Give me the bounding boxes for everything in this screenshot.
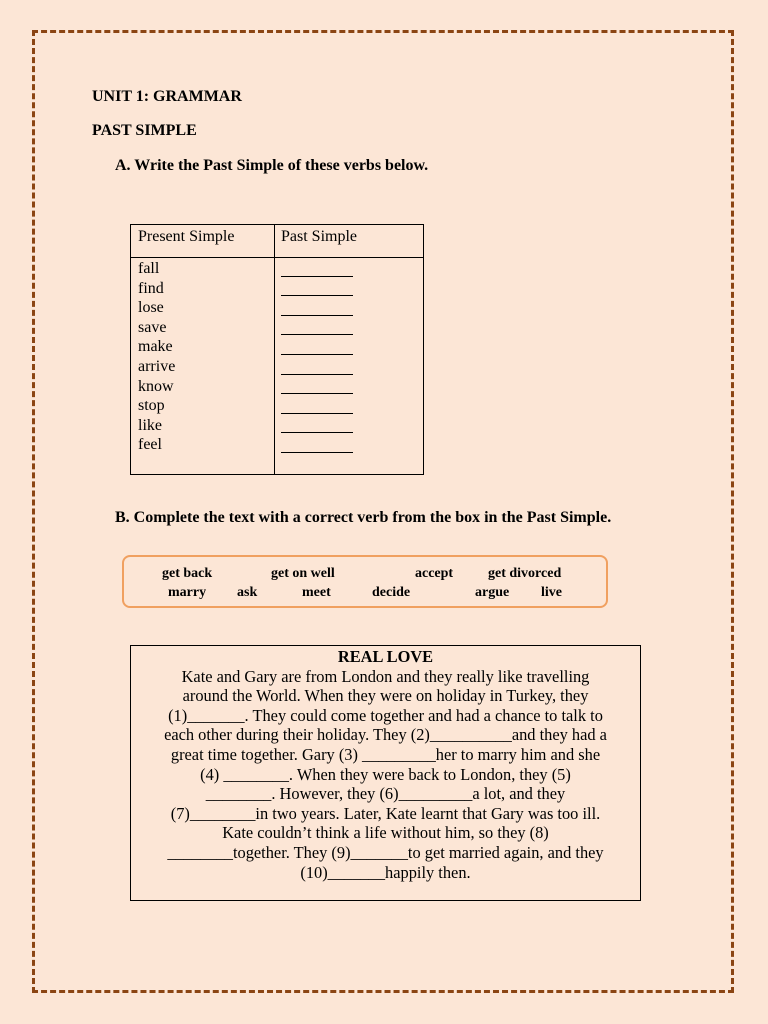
verb-item: find (138, 279, 164, 297)
word-item: meet (302, 585, 331, 600)
story-line: (4) ________. When they were back to London, they (5) (200, 764, 571, 784)
section-title: PAST SIMPLE (92, 122, 197, 139)
story-line: Kate and Gary are from London and they really like travelling (181, 666, 590, 686)
story-line: ________together. They (9)_______to get married again, and they (167, 842, 604, 862)
story-line: each other during their holiday. They (2)__________and they had a (164, 725, 607, 745)
present-simple-header: Present Simple (138, 228, 235, 245)
exercise-b-instruction: B. Complete the text with a correct verb from the box in the Past Simple. (115, 509, 612, 526)
verb-item: save (138, 318, 167, 336)
word-item: live (541, 585, 562, 600)
word-item: get on well (271, 566, 335, 581)
exercise-a-instruction: A. Write the Past Simple of these verbs below. (115, 157, 429, 174)
verb-item: like (138, 416, 162, 434)
verb-item: feel (138, 436, 162, 454)
verb-item: know (138, 377, 174, 395)
story-line: Kate couldn’t think a life without him, so they (8) (222, 823, 549, 843)
verb-item: arrive (138, 357, 176, 375)
story-line: (7)________in two years. Later, Kate learnt that Gary was too ill. (170, 803, 601, 823)
verb-item: stop (138, 397, 165, 415)
word-item: argue (475, 585, 510, 600)
word-item: accept (415, 566, 454, 581)
word-item: get divorced (488, 566, 562, 581)
word-item: ask (237, 585, 258, 600)
story-line: (1)_______. They could come together and had a chance to talk to (168, 705, 603, 725)
story-line: around the World. When they were on holiday in Turkey, they (182, 686, 589, 706)
table-column-divider (274, 225, 275, 474)
story-line: great time together. Gary (3) _________her to marry him and she (170, 744, 601, 764)
word-item: marry (168, 585, 207, 600)
story-line: ________. However, they (6)_________a lot, and they (205, 784, 566, 804)
unit-title: UNIT 1: GRAMMAR (92, 88, 242, 105)
word-item: get back (162, 566, 213, 581)
word-item: decide (372, 585, 411, 600)
verb-item: lose (138, 299, 164, 317)
verb-item: fall (138, 260, 160, 277)
verb-item: make (138, 338, 173, 356)
story-box (130, 645, 641, 901)
story-line: (10)_______happily then. (300, 862, 471, 882)
table-header-divider (131, 257, 423, 258)
verb-table (130, 224, 424, 475)
verb-list (138, 259, 175, 455)
past-simple-header: Past Simple (281, 228, 358, 245)
word-box (122, 555, 608, 608)
story-title: REAL LOVE (337, 647, 434, 666)
